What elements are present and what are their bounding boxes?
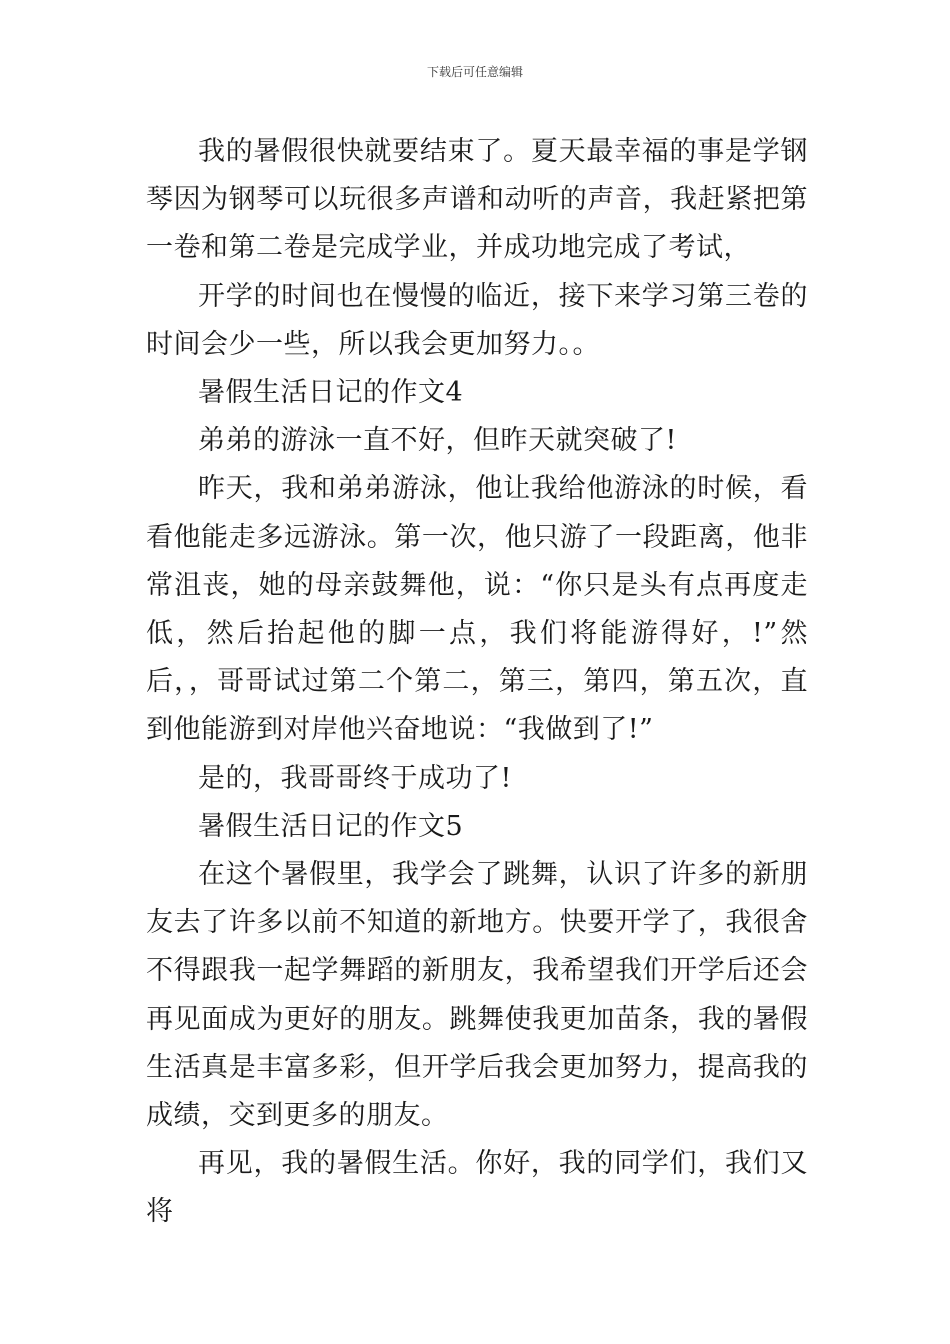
paragraph: 是的，我哥哥终于成功了!	[198, 762, 512, 794]
paragraph: 开学的时间也在慢慢的临近，接下来学习第三卷的时间会少一些，所以我会更加努力。。	[146, 280, 808, 360]
paragraph: 再见，我的暑假生活。你好，我的同学们，我们又将	[146, 1148, 808, 1228]
paragraph: 在这个暑假里，我学会了跳舞，认识了许多的新朋友去了许多以前不知道的新地方。快要开学了，我很舍不得跟我一起学舞蹈的新朋友，我希望我们开学后还会再见面成为更好的朋友。跳舞使我更加苗条，我的暑假生活真是丰富多彩，但开学后我会更加努力，提高我的成绩，交到更多的朋友。	[146, 859, 808, 1132]
section-heading: 暑假生活日记的作文4	[198, 377, 464, 409]
document-body	[146, 128, 808, 1237]
section-heading: 暑假生活日记的作文5	[198, 810, 464, 842]
paragraph: 昨天，我和弟弟游泳，他让我给他游泳的时候，看看他能走多远游泳。第一次，他只游了一段距离，他非常沮丧，她的母亲鼓舞他，说：“你只是头有点再度走低，然后抬起他的脚一点，我们将能游得好，!”然后，，哥哥试过第二个第二，第三，第四，第五次，直到他能游到对岸他兴奋地说：“我做到了!”	[146, 473, 808, 746]
paragraph: 弟弟的游泳一直不好，但昨天就突破了!	[198, 425, 677, 457]
paragraph: 我的暑假很快就要结束了。夏天最幸福的事是学钢琴因为钢琴可以玩很多声谱和动听的声音，我赶紧把第一卷和第二卷是完成学业，并成功地完成了考试，	[146, 136, 808, 264]
page-header-note: 下载后可任意编辑	[426, 65, 523, 79]
